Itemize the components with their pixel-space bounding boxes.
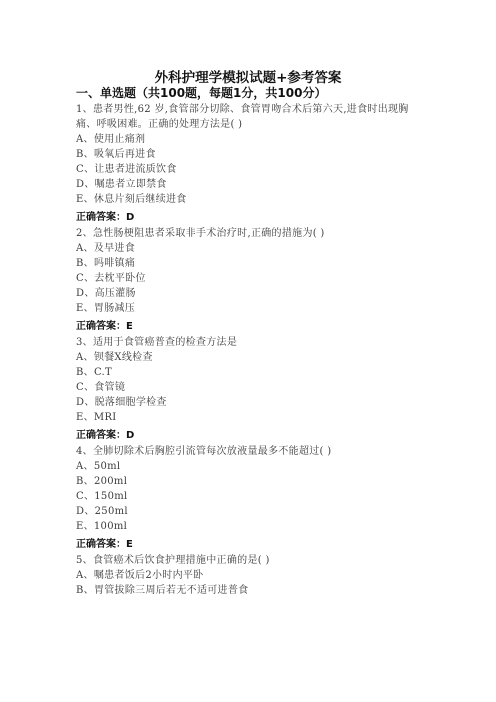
option-d: D、高压灌肠 — [76, 288, 136, 299]
option-b: B、吗啡镇痛 — [76, 258, 136, 269]
option-e: E、休息片刻后继续进食 — [76, 194, 187, 205]
document-title: 外科护理学模拟试题+参考答案 — [154, 70, 342, 86]
question-3 — [76, 335, 426, 443]
correct-answer: 正确答案：D — [76, 212, 135, 223]
option-a: A、使用止痛剂 — [76, 134, 146, 145]
option-a: A、嘱患者饭后2小时内平卧 — [76, 570, 204, 581]
question-stem: 5、食管癌术后饮食护理措施中正确的是( ) — [76, 555, 270, 566]
option-c: C、150ml — [76, 491, 128, 502]
option-e: E、胃肠减压 — [76, 303, 136, 314]
question-stem: 4、全肺切除术后胸腔引流管每次放液量最多不能超过( ) — [76, 446, 332, 457]
question-4 — [76, 444, 426, 552]
correct-answer: 正确答案：E — [76, 321, 133, 332]
option-d: D、嘱患者立即禁食 — [76, 179, 167, 190]
question-2 — [76, 226, 426, 334]
option-b: B、吸氧后再进食 — [76, 149, 156, 160]
option-d: D、脱落细胞学检查 — [76, 397, 167, 408]
option-b: B、胃管拔除三周后若无不适可进普食 — [76, 585, 249, 596]
correct-answer: 正确答案：E — [76, 539, 133, 550]
question-stem: 2、急性肠梗阻患者采取非手术治疗时,正确的措施为( ) — [76, 228, 325, 239]
option-a: A、及早进食 — [76, 243, 136, 254]
option-a: A、50ml — [76, 461, 121, 472]
option-c: C、让患者进流质饮食 — [76, 164, 177, 175]
option-d: D、250ml — [76, 506, 128, 517]
option-c: C、去枕平卧位 — [76, 273, 146, 284]
option-c: C、食管镜 — [76, 382, 126, 393]
question-stem: 1、患者男性,62 岁,食管部分切除、食管胃吻合术后第六天,进食时出现胸痛、呼吸困难。正确的处理方法是( ) — [76, 104, 409, 130]
option-b: B、200ml — [76, 476, 128, 487]
question-stem: 3、适用于食管癌普查的检查方法是 — [76, 337, 238, 348]
question-list — [76, 101, 426, 598]
question-5 — [76, 553, 426, 598]
option-e: E、MRI — [76, 412, 117, 423]
question-1 — [76, 102, 426, 225]
option-e: E、100ml — [76, 521, 128, 532]
option-a: A、钡餐X线检查 — [76, 352, 153, 363]
correct-answer: 正确答案：D — [76, 430, 135, 441]
section-heading: 一、单选题（共100题，每题1分，共100分） — [76, 86, 327, 100]
option-b: B、C.T — [76, 367, 112, 378]
